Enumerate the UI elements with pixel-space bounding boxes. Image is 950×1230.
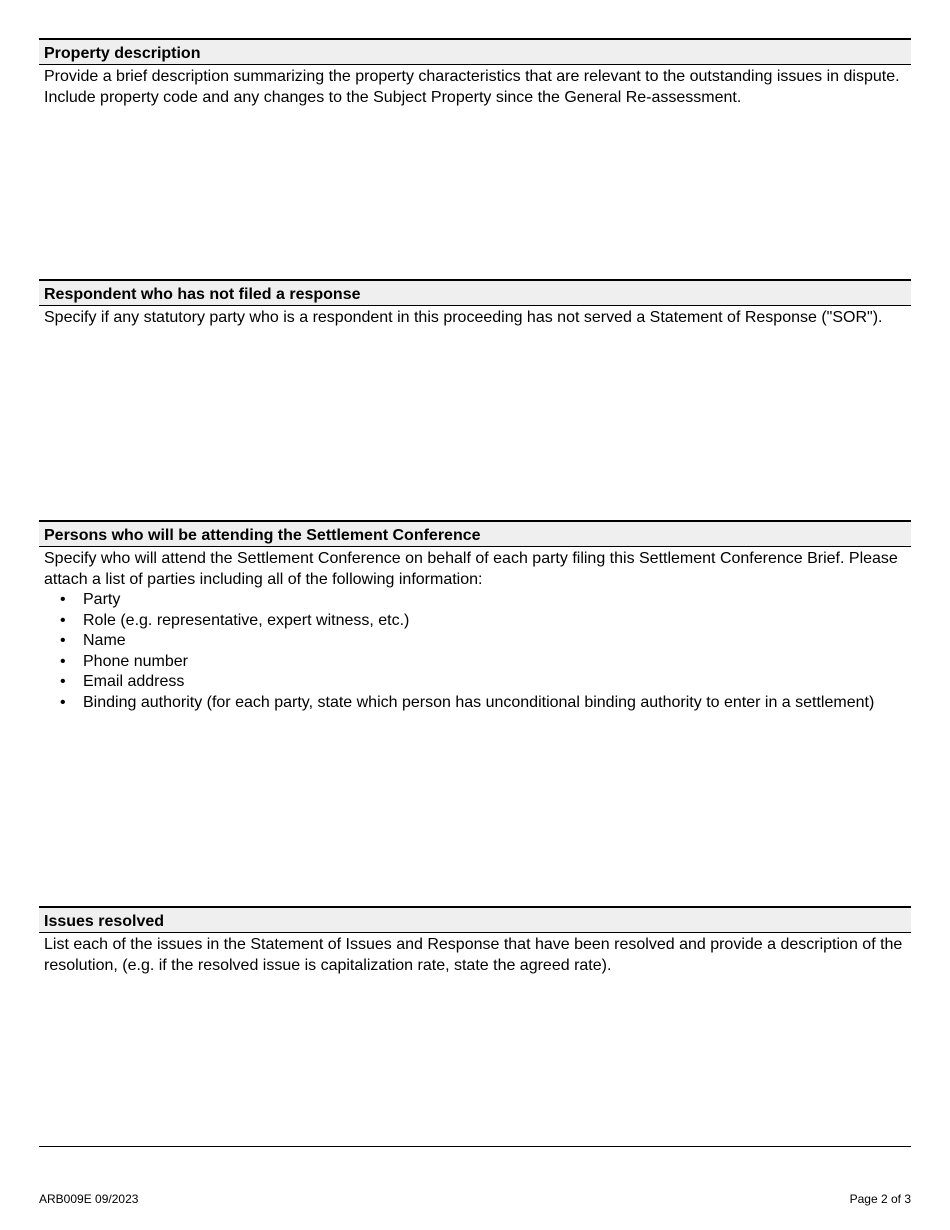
- section-persons-attending: [39, 520, 911, 863]
- respondent-answer-area[interactable]: [44, 329, 906, 489]
- footer-divider: [39, 1146, 911, 1147]
- bullet-icon: •: [60, 693, 66, 711]
- bullet-icon: •: [60, 611, 66, 629]
- issues-resolved-answer-area[interactable]: [44, 976, 906, 1136]
- list-item: • Role (e.g. representative, expert witness, etc.): [44, 611, 906, 632]
- section-property-description: [39, 38, 911, 268]
- list-item: • Name: [44, 631, 906, 652]
- list-item: • Phone number: [44, 652, 906, 673]
- section-instructions: Specify if any statutory party who is a respondent in this proceeding has not served a Statement of Response ("SOR").: [44, 309, 883, 326]
- property-description-answer-area[interactable]: [44, 108, 906, 268]
- bullet-icon: •: [60, 652, 66, 670]
- section-heading: Respondent who has not filed a response: [39, 279, 911, 306]
- bullet-icon: •: [60, 591, 66, 608]
- section-instructions: Provide a brief description summarizing the property characteristics that are relevant to the outstanding issues in dispute. Include property code and any changes to the Subject Property since the General Re-assessment.: [44, 68, 900, 106]
- bullet-icon: •: [60, 632, 66, 649]
- list-item: • Party: [44, 590, 906, 611]
- list-item: • Binding authority (for each party, state which person has unconditional binding authority to enter in a settlement): [44, 693, 906, 714]
- section-instructions: Specify who will attend the Settlement Conference on behalf of each party filing this Settlement Conference Brief. Please attach a list of parties including all of the following information:: [44, 550, 898, 588]
- form-code: ARB009E 09/2023: [39, 1192, 139, 1206]
- bullet-icon: •: [60, 673, 66, 690]
- section-heading: Issues resolved: [39, 906, 911, 933]
- section-instructions: List each of the issues in the Statement of Issues and Response that have been resolved and provide a description of the resolution, (e.g. if the resolved issue is capitalization rate, state the agreed rate).: [44, 936, 903, 974]
- page-number: Page 2 of 3: [849, 1192, 911, 1206]
- section-heading: Persons who will be attending the Settlement Conference: [39, 520, 911, 547]
- section-issues-resolved: [39, 906, 911, 1136]
- persons-attending-answer-area[interactable]: [44, 713, 906, 863]
- list-item: • Email address: [44, 672, 906, 693]
- section-respondent-no-response: [39, 279, 911, 489]
- section-heading: Property description: [39, 38, 911, 65]
- required-info-list: [44, 590, 906, 713]
